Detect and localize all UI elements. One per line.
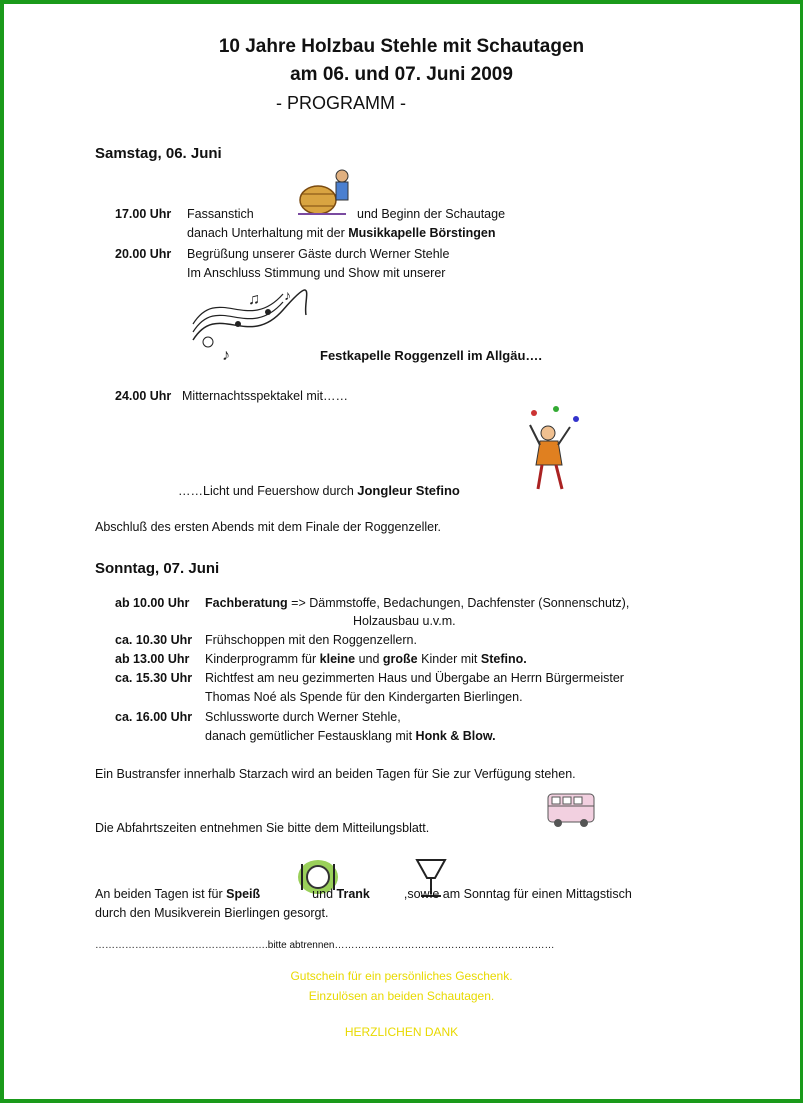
sunday-1000-text: Fachberatung => Dämmstoffe, Bedachungen, Dachfenster (Sonnenschutz), [205, 596, 630, 610]
cut-line: …………………………………………….bitte abtrennen………………………………………………………… [95, 940, 555, 951]
saturday-heading: Samstag, 06. Juni [95, 145, 222, 162]
sunday-1030-text: Frühschoppen mit den Roggenzellern. [205, 633, 417, 647]
coupon-thanks: HERZLICHEN DANK [344, 1025, 459, 1039]
saturday-closing: Abschluß des ersten Abends mit dem Finale der Roggenzeller. [95, 520, 442, 534]
title-line-1: 10 Jahre Holzbau Stehle mit Schautagen [218, 36, 585, 57]
event-1700-line2: danach Unterhaltung mit der Musikkapelle Börstingen [187, 226, 496, 240]
departure-times-text: Die Abfahrtszeiten entnehmen Sie bitte dem Mitteilungsblatt. [95, 821, 430, 835]
event-2000-line2: Im Anschluss Stimmung und Show mit unserer [187, 266, 446, 280]
sunday-time-1530: ca. 15.30 Uhr [115, 671, 193, 685]
sunday-1000-line2: Holzausbau u.v.m. [353, 614, 456, 628]
sunday-time-1030: ca. 10.30 Uhr [115, 633, 193, 647]
sunday-time-1600: ca. 16.00 Uhr [115, 710, 193, 724]
sunday-1600-text: Schlussworte durch Werner Stehle, [205, 710, 401, 724]
bus-transfer-text: Ein Bustransfer innerhalb Starzach wird an beiden Tagen für Sie zur Verfügung stehen. [95, 767, 576, 781]
food-drink-line2: durch den Musikverein Bierlingen gesorgt. [95, 906, 329, 920]
sunday-1530-text: Richtfest am neu gezimmerten Haus und Übergabe an Herrn Bürgermeister [205, 671, 624, 685]
svg-text:♪: ♪ [222, 347, 230, 364]
sunday-time-1000: ab 10.00 Uhr [115, 596, 190, 610]
sunday-1600-line2: danach gemütlicher Festausklang mit Honk & Blow. [205, 729, 496, 743]
svg-text:♫: ♫ [248, 291, 260, 308]
juggler-line: ……Licht und Feuershow durch Jongleur Stefino [178, 483, 460, 498]
barrel-tapping-icon [288, 162, 356, 220]
sunday-1300-text: Kinderprogramm für kleine und große Kinder mit Stefino. [205, 652, 527, 666]
sunday-1530-line2: Thomas Noé als Spende für den Kindergarten Bierlingen. [205, 690, 523, 704]
event-2400-text: Mitternachtsspektakel mit…… [182, 389, 349, 403]
event-1700-text-a: Fassanstich [187, 207, 254, 221]
food-drink-line: An beiden Tagen ist für Speiß und Trank ,sowie am Sonntag für einen Mittagstisch [95, 887, 632, 901]
coupon-line-2: Einzulösen an beiden Schautagen. [308, 989, 495, 1003]
title-line-2: am 06. und 07. Juni 2009 [290, 64, 513, 85]
event-2000-text: Begrüßung unserer Gäste durch Werner Stehle [187, 247, 450, 261]
sunday-heading: Sonntag, 07. Juni [95, 560, 220, 577]
sunday-time-1300: ab 13.00 Uhr [115, 652, 190, 666]
bus-icon [544, 788, 600, 830]
coupon-line-1: Gutschein für ein persönliches Geschenk. [290, 969, 513, 983]
svg-text:♪: ♪ [284, 287, 291, 303]
music-notes-icon [188, 280, 308, 366]
event-time-1700: 17.00 Uhr [115, 207, 172, 221]
juggler-icon [526, 405, 584, 497]
event-time-2000: 20.00 Uhr [115, 247, 172, 261]
event-1700-text-b: und Beginn der Schautage [357, 207, 506, 221]
title-programm: - PROGRAMM - [276, 93, 406, 113]
festkapelle-label: Festkapelle Roggenzell im Allgäu…. [320, 348, 543, 363]
event-time-2400: 24.00 Uhr [115, 389, 172, 403]
